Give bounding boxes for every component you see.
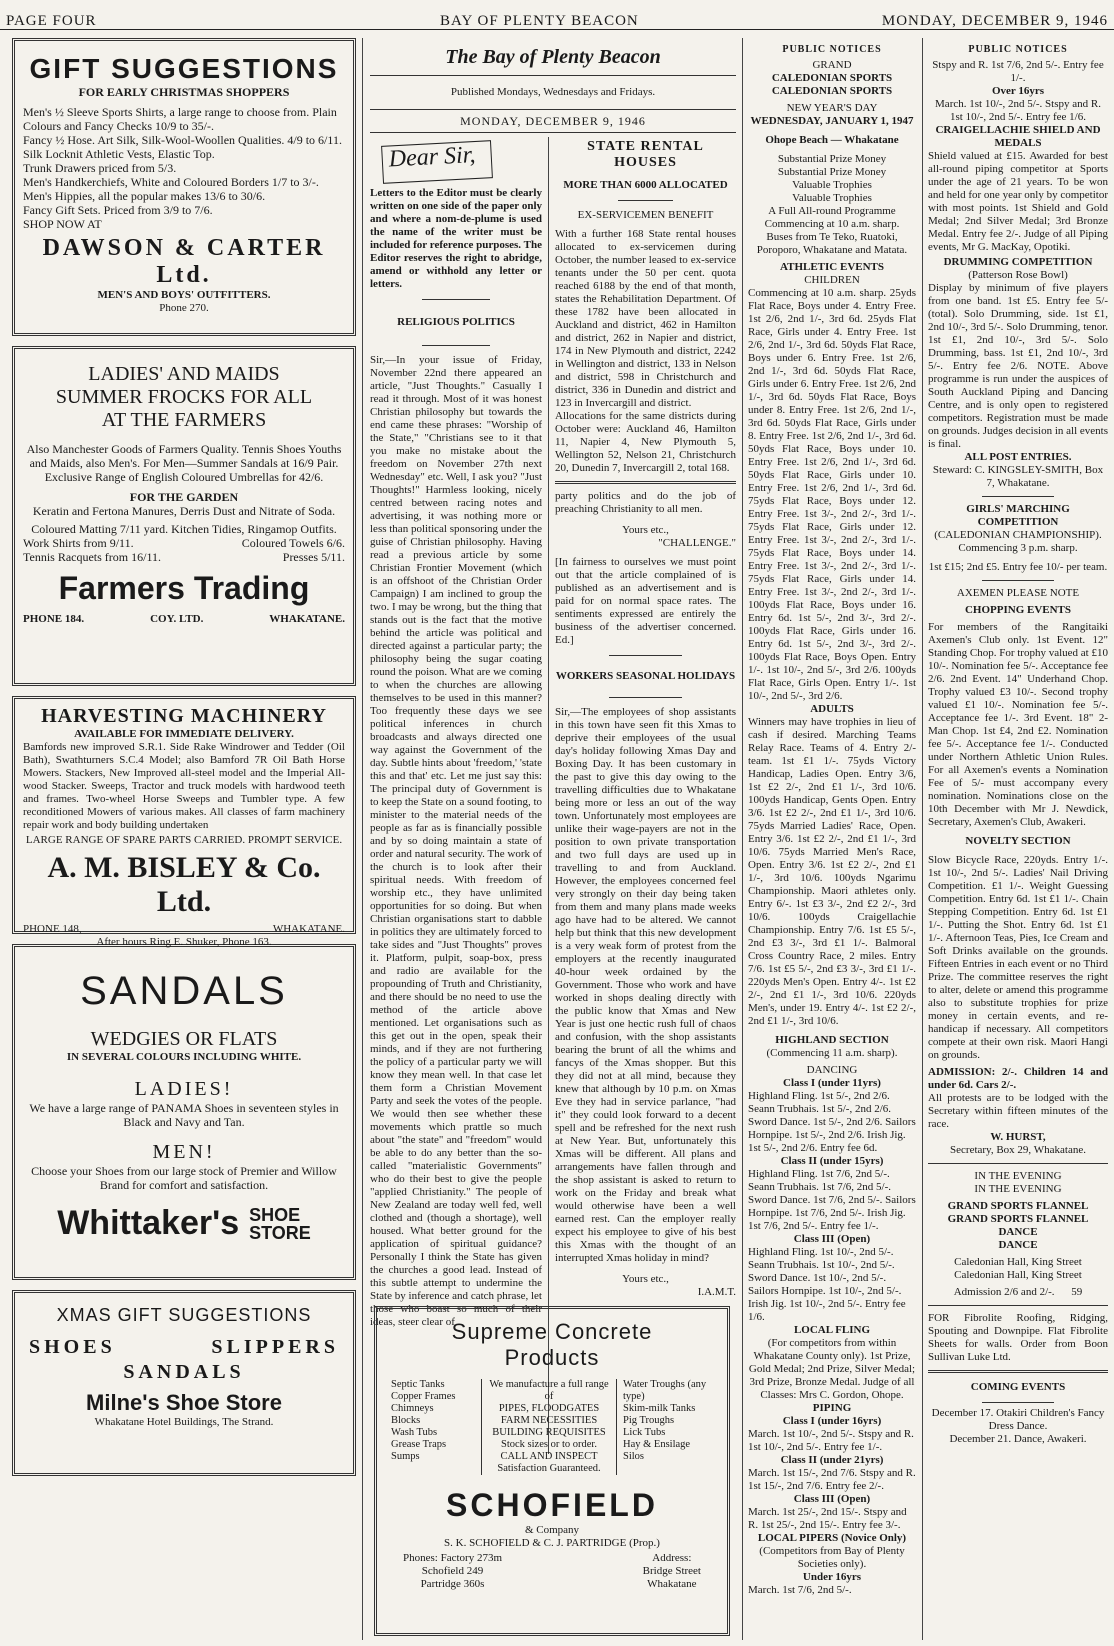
gift-line: Trunk Drawers priced from 5/3. [23, 161, 177, 175]
notice-line: CALEDONIAN SPORTS [771, 72, 893, 84]
bisley-ad [12, 696, 356, 948]
notice-line: (CALEDONIAN CHAMPIONSHIP). [934, 529, 1102, 541]
ad-brand-sub: MEN'S AND BOYS' OUTFITTERS. [97, 289, 271, 301]
ad-item: Presses 5/11. [282, 550, 345, 564]
notice-line: WEDNESDAY, JANUARY 1, 1947 [750, 115, 914, 127]
notice-line: CALEDONIAN SPORTS [771, 85, 893, 97]
whittakers-ad [12, 944, 356, 1280]
article-subhead: MORE THAN 6000 ALLOCATED [563, 179, 728, 191]
gift-line: Silk Locknit Athletic Vests, Elastic Top. [23, 147, 215, 161]
section-heading: COMING EVENTS [970, 1381, 1066, 1393]
notice-line: ALL POST ENTRIES. [964, 451, 1072, 463]
gift-line: SHOP NOW AT [23, 217, 102, 231]
notice-line: IN THE EVENING [974, 1183, 1062, 1195]
article-headline: STATE RENTAL HOUSES [587, 139, 704, 170]
notice-venue: Ohope Beach — Whakatane [765, 134, 899, 146]
issue-date: MONDAY, DECEMBER 9, 1946 [881, 13, 1108, 29]
section-heading: ATHLETIC EVENTS [779, 261, 885, 273]
ad-body: LARGE RANGE OF SPARE PARTS CARRIED. PROMPT SERVICE. [25, 834, 343, 846]
gift-line: Men's Handkerchiefs, White and Coloured Borders 1/7 to 3/-. [23, 175, 319, 189]
letter-signer: I.A.M.T. [697, 1286, 736, 1298]
article-body: With a further 168 State rental houses allocated to ex-servicemen during October, the number leased to ex-service tenants under the 50 per cent. quota reached 6188 by the end of that month, states the Rehabilitation Department. Of these 1782 have been allocated in Auckland and district, 462 in Hamilton and district, 262 in Napier and district, 174 in New Plymouth and district, 2242 in Wellington and district, 133 in Nelson and district, 598 in Christchurch and district, 336 in Dunedin and district and 123 in Invercargill and district. [555, 228, 736, 409]
section-heading: GIRLS' MARCHING COMPETITION [966, 503, 1070, 528]
schofield-ad [374, 1306, 730, 1636]
ad-line: IN SEVERAL COLOURS INCLUDING WHITE. [66, 1051, 302, 1063]
notice-body: 1st £15; 2nd £5. Entry fee 10/- per team. [928, 561, 1108, 573]
article-body: Allocations for the same districts during October were: Auckland 46, Hamilton 11, Napier 4, New Plymouth 5, Wellington 52, Nelson 21, Christchurch 20, Dunedin 7, Invercargill 2, total 168. [555, 410, 736, 474]
ad-line: SUMMER FROCKS FOR ALL [55, 386, 313, 408]
gift-list [23, 105, 345, 231]
notice-line: Secretary, Box 29, Whakatane. [950, 1144, 1086, 1156]
fibrolite-notice: FOR Fibrolite Roofing, Ridging, Spouting and Downpipe. Flat Fibrolite Sheets for walls. Order from Boon Sullivan Luke Ltd. [928, 1312, 1108, 1363]
ad-brand-sub: & Company [524, 1524, 580, 1536]
page-number: PAGE FOUR [6, 13, 97, 29]
ad-body: Keratin and Fertona Manures, Derris Dust and Nitrate of Soda. [32, 504, 336, 518]
gift-line: Fancy Gift Sets. Priced from 3/9 to 7/6. [23, 203, 213, 217]
masthead: The Bay of Plenty Beacon [370, 38, 736, 76]
ad-phone: PHONE 148, [23, 923, 82, 935]
ad-item: Work Shirts from 9/11. [23, 536, 134, 550]
article-headline: WORKERS SEASONAL HOLIDAYS [555, 670, 736, 682]
notice-body: Winners may have trophies in lieu of cash if desired. Marching Teams Relay Race. Teams of 4. Entry 2/- team. 1st £1 1/-. 75yds Victory Handicap, Ladies Open. Entry 3/6, 1st £2 2/-, 2nd £1 1/-, 3rd 10/6. 100yds Handicap, Gents Open. Entry 3/6. 1st £2 2/-, 2nd £1 1/-, 3rd 10/6. 75yds Married Ladies' Race, Open. Entry 3/6. 1st £2 2/-, 2nd £1 1/-, 3rd 10/6. 75yds Married Men's Race, Open. Entry 3/6. 1st £2 2/-, 2nd £1 1/-, 3rd 10/6. 100yds Ngarimu Championship. Maori athletes only. Entry 6/-. 1st £3 3/-, 2nd £2 2/-, 3rd 10/6. 100yds Craigellachie Championship. Entry 7/6. 1st £5 5/-, 2nd £3 3/-, 3rd £1 1/-. Balmoral Cross Country Race, 2 miles. Entry 7/6. 1st £5 5/-, 2nd £3 3/-, 3rd £1 1/-. 220yds Men's Open. Entry 4/-. 1st £2 2/-, 2nd £1 1/-, 3rd 10/6. 220yds Men's, under 19. Entry 4/-. 1st £2 2/-, 2nd £1 1/-, 3rd 10/6. [748, 716, 916, 1027]
class-heading: Class I (under 11yrs) [783, 1077, 881, 1089]
notice-body: Highland Fling. 1st 7/6, 2nd 5/-. Seann Trubhais. 1st 7/6, 2nd 5/-. Sword Dance. 1st 7/6, 2nd 5/-. Sailors Hornpipe. 1st 7/6, 2nd 5/-. Irish Jig. 1st 7/6, 2nd 5/-. Entry fee 1/-. [748, 1168, 916, 1232]
product-list: We manufacture a full range of PIPES, FLOODGATES FARM NECESSITIES BUILDING REQUISITES Stock sizes or to order. CALL AND INSPECT Satisfaction Guaranteed. [481, 1379, 617, 1475]
ad-title: SANDALS [80, 969, 288, 1013]
ad-brand: A. M. BISLEY & Co. Ltd. [47, 851, 321, 918]
ad-phone: Phone 270. [159, 302, 209, 314]
notice-body: Commencing at 10 a.m. sharp. 25yds Flat Race, Boys under 4. Entry Free. 1st 2/6, 2nd 1/-, 3rd 6d. 25yds Flat Race, Girls under 4. Entry Free. 1st 2/6, 2nd 1/-, 3rd 6d. 50yds Flat Race, Boys under 6. Entry Free. 1st 2/6, 2nd 1/-, 3rd 6d. 50yds Flat Race, Girls under 6. Entry Free. 1st 2/6, 2nd 1/-, 3rd 6d. 50yds Flat Race, Boys under 8. Entry Free. 1st 2/6, 2nd 1/-, 3rd 6d. 50yds Flat Race, Girls under 8. Entry Free. 1st 2/6, 2nd 1/-, 3rd 6d. 50yds Flat Race, Boys under 10. Entry Free. 1st 2/6, 2nd 1/-, 3rd 6d. 50yds Flat Race, Girls under 10. Entry Free. 1st 2/6, 2nd 1/-, 3rd 6d. 75yds Flat Race, Boys under 12. Entry Free. 1st 3/-, 2nd 2/-, 3rd 1/-. 75yds Flat Race, Girls under 12. Entry Free. 1st 3/-, 2nd 2/-, 3rd 1/-. 75yds Flat Race, Boys under 14. Entry Free. 1st 3/-, 2nd 2/-, 3rd 1/-. 75yds Flat Race, Girls under 14. Entry Free. 1st 3/-, 2nd 2/-, 3rd 1/-. 100yds Flat Race, Boys under 16. Entry 6d. 1st 5/-, 2nd 3/-, 3rd 2/-. 100yds Flat Race, Girls under 16. Entry 6d. 1st 5/-, 2nd 3/-, 3rd 2/-. 100yds Flat Race, Boys Open. Entry 1/-. 1st 10/-, 2nd 5/-, 3rd 2/6. 100yds Flat Race, Girls Open. Entry 1/-. 1st 10/-, 2nd 5/-, 3rd 2/6. [748, 287, 916, 702]
dawson-carter-ad [12, 38, 356, 336]
section-heading: LOCAL FLING [793, 1324, 871, 1336]
article-body: Sir,—The employees of shop assistants in this town have seen fit this Xmas to deprive their employees of the usual day's holiday following Xmas Day and Boxing Day. It has been customary in the past to give this day owing to the travelling difficulties due to Whakatane being more or less an out of the way town. Unfortunately most employees are unlike their wage-payers are not in the position to own private transportation and two full days are used up in travelling to and from Auckland. However, the employees concerned feel very strongly on their day being taken from them and many plans made weeks ago have had to be altered. We cannot help but think that this new development is a very weak form of protest from the employers at the recently inaugurated 40-hour week ordained by the Government. Those who work and have worked in shops dealing directly with the public know that Xmas and New Year is just one hectic rush full of chaos and confusion, with the shop assistants bearing the brunt of all the whims and fancys of the Xmas shopper. But this they did not at all mind, because they knew that although by 10 p.m. on Xmas Eve they had in service parlance, "had it" they could look forward to a decent spell and be refreshed for the next rush at New Year. But, unfortunately this Xmas will be different. All plans and arrangements have fallen through and the shop assistant is asked to return to work on the Friday and break what would otherwise have been a well earned rest. Can the employer really expect his employee to give of his best this Xmas with the thought of an interrupted Xmas holiday in mind? [555, 706, 736, 1264]
notice-line: DANCE [998, 1239, 1038, 1251]
ad-body: Bamfords new improved S.R.1. Side Rake Windrower and Tedder (Oil Bath), Swathturners S.C.4 Model; also Bamford 7R Oil Bath Horse Mowers. Stackers, New Improved all-steel model and the Imperial All-wood Stacker. Sweeps, Tractor and truck models with hardwood teeth and frames. Two-wheel Horse Sweeps and Tumbler type. A few reconditioned Mowers of various makes. All classes of farm machinery repair work and body building undertaken [23, 741, 345, 831]
notices-column [928, 38, 1108, 1638]
notice-body: March. 1st 10/-, 2nd 5/-. Stspy and R. 1st 10/-, 2nd 5/-. Entry fee 1/6. [935, 98, 1101, 123]
ad-body: After hours Ring E. Shuker, Phone 163. [96, 936, 272, 948]
section-heading: LOCAL PIPERS (Novice Only) [757, 1532, 907, 1544]
notice-body: Shield valued at £15. Awarded for best all-round piping competitor at Sports under the age of 21 years. To be won and held for one year only by competitor with most points. 1st Shield and Gold Medal; 2nd Silver Medal; 3rd Bronze Medal. Entry fee 2/-. Judge of all Piping events, Mr G. MacKay, Opotiki. [928, 150, 1108, 253]
article-subhead: EX-SERVICEMEN BENEFIT [577, 209, 714, 221]
class-heading: Under 16yrs [802, 1571, 862, 1583]
notice-line: Caledonian Hall, King Street [954, 1256, 1082, 1268]
ad-brand: SCHOFIELD [446, 1487, 658, 1523]
notice-line: AXEMEN PLEASE NOTE [956, 587, 1080, 599]
farmers-ad [12, 346, 356, 686]
section-heading: HIGHLAND SECTION [775, 1034, 889, 1046]
letter-closing: Yours etc., [622, 1273, 669, 1285]
notice-body: All protests are to be lodged with the Secretary within fifteen minutes of the race. [928, 1092, 1108, 1130]
notice-signer: W. HURST, [990, 1131, 1046, 1143]
notice-line: (Commencing 11 a.m. sharp). [766, 1047, 898, 1059]
ad-subtitle: FOR EARLY CHRISTMAS SHOPPERS [78, 85, 290, 99]
ad-item: Coloured Towels 6/6. [241, 536, 345, 550]
ad-item: Tennis Racquets from 16/11. [23, 550, 162, 564]
notice-line: Steward: C. KINGSLEY-SMITH, Box 7, Whakatane. [932, 464, 1104, 489]
letter-signer: "CHALLENGE." [658, 537, 736, 549]
ad-phone: PHONE 184. [23, 613, 85, 625]
notice-line: Caledonian Hall, King Street [954, 1269, 1082, 1281]
column-rule [922, 38, 923, 1640]
section-heading: DRUMMING COMPETITION [943, 256, 1093, 268]
notice-line: GRAND SPORTS FLANNEL [947, 1200, 1089, 1212]
notice-body: March. 1st 25/-, 2nd 15/-. Stspy and R. 1st 25/-, 2nd 15/-. Entry fee 3/-. [748, 1506, 907, 1531]
section-heading: PIPING [812, 1402, 852, 1414]
ad-address: Address: Bridge Street Whakatane [642, 1552, 701, 1590]
ad-heading: FOR THE GARDEN [129, 490, 239, 504]
class-heading: Class III (Open) [793, 1233, 871, 1245]
ad-body: Coloured Matting 7/11 yard. Kitchen Tidies, Ringamop Outfits. [31, 522, 337, 536]
notice-line: DANCE [998, 1226, 1038, 1238]
ad-line: MEN! [152, 1141, 216, 1163]
class-heading: Class II (under 21yrs) [780, 1454, 884, 1466]
notice-body: March. 1st 7/6, 2nd 5/-. [748, 1584, 852, 1596]
notice-line: IN THE EVENING [974, 1170, 1062, 1182]
article-body: party politics and do the job of preaching Christianity to all men. [555, 490, 736, 515]
edition-date: MONDAY, DECEMBER 9, 1946 [370, 109, 736, 133]
notice-line: Commencing 3 p.m. sharp. [958, 542, 1078, 554]
gift-line: Fancy ½ Hose. Art Silk, Silk-Wool-Woollen Qualities. 4/9 to 6/11. [23, 133, 342, 147]
notice-line: GRAND SPORTS FLANNEL [947, 1213, 1089, 1225]
section-heading: CHILDREN [804, 274, 860, 286]
notice-body: (For competitors from within Whakatane County only). 1st Prize, Gold Medal; 2nd Prize, Silver Medal; 3rd Prize, Bronze Medal. Judge of all Classes: Mrs C. Gordon, Ohope. [748, 1337, 916, 1401]
ad-column [12, 38, 356, 1638]
ad-title: GIFT SUGGESTIONS [29, 53, 339, 84]
notice-body: March. 1st 15/-, 2nd 7/6. Stspy and R. 1st 15/-, 2nd 7/6. Entry fee 2/-. [748, 1467, 916, 1492]
notice-line: ADMISSION: 2/-. Children 14 and under 6d. Cars 2/-. [928, 1066, 1108, 1091]
page-header [0, 0, 1114, 30]
product-list: Water Troughs (any type) Skim-milk Tanks Pig Troughs Lick Tubs Hay & Ensilage Silos [623, 1379, 707, 1462]
ad-coy: COY. LTD. [150, 613, 204, 625]
section-heading: NOVELTY SECTION [965, 835, 1071, 847]
product-list: Septic Tanks Copper Frames Chimneys Blocks Wash Tubs Grease Traps Sumps [391, 1379, 456, 1462]
notice-line: GRAND [812, 59, 852, 71]
notice-body: March. 1st 10/-, 2nd 5/-. Stspy and R. 1st 10/-, 2nd 5/-. Entry fee 1/-. [748, 1428, 914, 1453]
ad-subtitle: AVAILABLE FOR IMMEDIATE DELIVERY. [74, 728, 294, 740]
section-heading: DANCING [806, 1064, 858, 1076]
ad-line: LADIES! [134, 1078, 234, 1100]
notice-line: (Patterson Rose Bowl) [968, 269, 1068, 281]
gift-line: Men's Hippies, all the popular makes 13/6 to 30/6. [23, 189, 266, 203]
ad-line: WEDGIES OR FLATS [90, 1028, 278, 1050]
ad-line: SHOES [29, 1336, 116, 1358]
ad-brand: DAWSON & CARTER Ltd. [42, 235, 326, 288]
notice-body: Substantial Prize Money Substantial Prize Money Valuable Trophies Valuable Trophies A Full All-round Programme Commencing at 10 a.m. sharp. Buses from Te Teko, Ruatoki, Poroporo, Whakatane and Matata. [756, 153, 908, 256]
class-heading: Over 16yrs [991, 85, 1045, 97]
ad-line: SLIPPERS [211, 1336, 339, 1358]
paper-name: BAY OF PLENTY BEACON [440, 13, 639, 29]
class-heading: Class III (Open) [793, 1493, 871, 1505]
article-body: Sir,—In your issue of Friday, November 22nd there appeared an article, "Just Thoughts." Casually I read it through. Most of it was honest Christian philosophy but towards the end came these phrases: "Worship of the State," "Christians see to it that you make no mistake about the freedom on November 27th next Wednesday" etc. Well, I ask you? "Just Thoughts!" Harmless looking, nicely centred between racing notes and advertising, it was nothing more or less than political sponsoring under the guise of Christian philosophy. Having read a previous article by some Christian Frontier Movement (which is an offshoot of the Christian Order Campaign) I am inclined to group the two. I may be wrong, but the thing that stands out is the fact that the motive behind the article was political and directed against a particular party; the philosophy being the sugar coating round the poison. What are we coming to when the churches are allowing themselves to be used in this manner? Too frequently these days we see political inferences in church broadcasts and always directed one way against the Government of the day. Subtle hints about 'freedom,' 'state this and that' etc. Let me just say this: The principal duty of Government is to keep the State on a sound footing, to minister to the material needs of the people as far as is financially possible and by so doing maintain a state of order and natural security. The work of the church is to look after their spiritual needs. With freedom of worship etc., they have unlimited opportunities for so doing. But when Christian organisations start to dabble in politics they are ultimately forced to take sides and "Just Thoughts" proves it. Platform, pulpit, soap-box, press and radio are available for the propounding of Truth and Christianity, and there should be no need to use the method of the article above mentioned. Let organisations such as this get out in the open, speak their minds, and if they are not furthering the policy of a particular party we will know they mean well. In that case let them form a Christian Movement Party and seek the votes of the people. We would then see whether these movements which prattle so much about "the state" and "freedom" would be able to do any better than the so-called "materialistic Governments" who do their best to give the people "applied Christianity." The people of New Zealand are today well fed, well clothed and (though a shortage), well housed. What better ground for the application of spiritual guidance? Personally I think the State has given the churches a good lead. Instead of this subtle attempt to undermine the State by inference and catch phrase, let those who boast so much of their ideas, steer clear of [370, 354, 542, 1328]
ad-brand-line: SHOE [249, 1204, 301, 1225]
ad-phones: Phones: Factory 273m Schofield 249 Partridge 360s [403, 1552, 502, 1590]
class-heading: Class I (under 16yrs) [782, 1415, 882, 1427]
ad-body: Choose your Shoes from our large stock of Premier and Willow Brand for comfort and satisfaction. [31, 1164, 337, 1192]
ad-brand: Farmers Trading [58, 570, 310, 606]
section-heading: CRAIGELLACHIE SHIELD AND MEDALS [935, 124, 1101, 149]
section-heading: ADULTS [810, 703, 854, 715]
letter-closing: Yours etc., [622, 524, 669, 536]
ad-line: LADIES' AND MAIDS [88, 363, 280, 385]
ad-address: Whakatane Hotel Buildings, The Strand. [94, 1416, 274, 1428]
ad-town: WHAKATANE. [269, 613, 345, 625]
notice-body: Slow Bicycle Race, 220yds. Entry 1/-. 1st 10/-, 2nd 5/-. Ladies' Nail Driving Competition. £1 1/-. Weight Guessing Competition. Entry 6d. 1st £1 1/-. Chain Stepping Competition. Entry 6d. 1st £1 1/-. Putting the Shot. Entry 6d. 1st £1 1/-. Afternoon Teas, Pies, Ice Cream and Soft Drinks available on the grounds. Fifteen Entries in each event or no Third Prize. The committee reserves the right to alter, delete or amend this programme also to substitute trophies for prize money in certain events, and re-handicap if necessary. All competitors compete at their own risk. Maori Hangi on grounds. [928, 854, 1108, 1061]
notice-body: Highland Fling. 1st 10/-, 2nd 5/-. Seann Trubhais. 1st 10/-, 2nd 5/-. Sword Dance. 1st 10/-, 2nd 5/-. Sailors Hornpipe. 1st 10/-, 2nd 5/-. Irish Jig. 1st 10/-, 2nd 5/-. Entry fee 1/6. [748, 1246, 906, 1323]
column-rule [362, 38, 363, 1640]
notice-number: 59 [1071, 1286, 1083, 1298]
column-rule [742, 38, 743, 1640]
section-heading: PUBLIC NOTICES [782, 44, 882, 55]
notice-body: Display by minimum of five players from one band. 1st £5. Entry fee 5/- (total). Solo Drumming, side. 1st £1, 2nd 10/-, 3rd 5/-. Solo Drumming, tenor. 1st £1, 2nd 10/-, 3rd 5/-. Solo Drumming, bass. 1st £1, 2nd 10/-, 3rd 5/-. Entry fee 2/6. NOTE. Above programme is run under the auspices of South Auckland Piping and Dancing Centre, and is only open to registered competitors. Registration must be made on grounds. Judges decision in all events is final. [928, 282, 1108, 450]
event-item: December 21. Dance, Awakeri. [949, 1433, 1087, 1445]
section-heading: CHOPPING EVENTS [964, 604, 1072, 616]
ad-line: AT THE FARMERS [101, 409, 267, 431]
ad-brand: Milne's Shoe Store [86, 1390, 282, 1415]
section-heading: PUBLIC NOTICES [968, 44, 1068, 55]
ad-title: HARVESTING MACHINERY [41, 705, 327, 727]
article-headline: RELIGIOUS POLITICS [397, 316, 515, 328]
ad-title: Products [504, 1345, 600, 1370]
ad-line: SANDALS [123, 1361, 245, 1383]
published-note: Published Mondays, Wednesdays and Fridays. [450, 86, 656, 98]
ad-title: Supreme Concrete [451, 1319, 653, 1344]
ad-title: XMAS GIFT SUGGESTIONS [56, 1305, 312, 1325]
dear-sir-graphic: Dear Sir, [381, 140, 493, 184]
notice-line: (Competitors from Bay of Plenty Societies only). [759, 1545, 905, 1570]
ad-body: Also Manchester Goods of Farmers Quality. Tennis Shoes Youths and Maids, also Men's. For Men—Summer Sandals at 16/9 Pair. Exclusive Range of English Coloured Umbrellas for 42/6. [26, 442, 342, 484]
ad-brand: Whittaker's [57, 1204, 240, 1242]
notice-body: Highland Fling. 1st 5/-, 2nd 2/6. Seann Trubhais. 1st 5/-, 2nd 2/6. Sword Dance. 1st 5/-, 2nd 2/6. Sailors Hornpipe. 1st 5/-, 2nd 2/6. Irish Jig. 1st 5/-, 2nd 2/6. Entry fee 6d. [748, 1090, 916, 1154]
notices-column [748, 38, 916, 1638]
notice-line: NEW YEAR'S DAY [786, 102, 878, 114]
notice-line: Admission 2/6 and 2/-. [953, 1286, 1055, 1298]
notice-body: For members of the Rangitaiki Axemen's Club only. 1st Event. 12" Standing Chop. For trophy valued at £10 10/-. Nomination fee 5/-. Acceptance fee 2/6. 2nd Event. 14" Underhand Chop. Trophy valued £3 10/-. Second trophy valued £1 10/-. Nomination fee 5/-. Acceptance fee 1/-. 3rd Event. 18" 2-Man Chop. 1st £4, 2nd £2. Nomination fee 5/-. Acceptance fee 1/-. Conducted under Northern Athletic Union Rules. For all Axemen's events a Nomination Fee of 5/- must accompany every nomination. Nominations close on the 10th December with Mr J. Newdick, Secretary, Axemen's Club, Awakeri. [928, 621, 1108, 828]
event-item: December 17. Otakiri Children's Fancy Dress Dance. [931, 1407, 1105, 1432]
ad-props: S. K. SCHOFIELD & C. J. PARTRIDGE (Prop.) [444, 1537, 660, 1549]
editor-note: [In fairness to ourselves we must point out that the article complained of is published as an advertisement and is paid for on normal space rates. The sentiments expressed are entirely the business of the advertiser concerned. Ed.] [555, 556, 736, 646]
editorial-column [370, 38, 736, 1638]
letters-note: Letters to the Editor must be clearly written on one side of the paper only and where a nom-de-plume is used the name of the writer must be included for reference purposes. The Editor reserves the right to abridge, amend or withhold any letter or letters. [370, 187, 542, 290]
ad-brand-line: STORE [249, 1222, 311, 1243]
ad-town: WHAKATANE. [272, 923, 345, 935]
class-heading: Class II (under 15yrs) [780, 1155, 884, 1167]
ad-body: We have a large range of PANAMA Shoes in seventeen styles in Black and Navy and Tan. [29, 1101, 339, 1129]
milnes-ad [12, 1290, 356, 1476]
gift-line: Men's ½ Sleeve Sports Shirts, a large range to choose from. Plain Colours and Fancy Checks 10/9 to 35/-. [23, 105, 337, 133]
notice-line: Stspy and R. 1st 7/6, 2nd 5/-. Entry fee 1/-. [932, 59, 1104, 84]
